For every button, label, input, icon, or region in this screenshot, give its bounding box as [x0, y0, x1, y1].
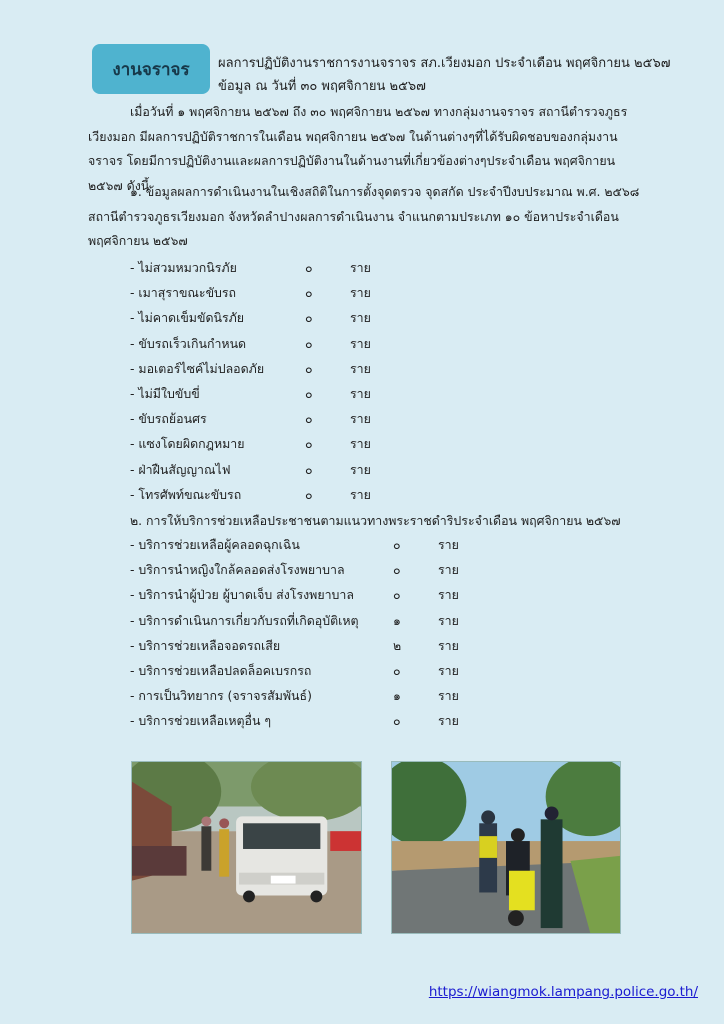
service-photo-image: [392, 762, 620, 933]
offenses-label: - ไม่คาดเข็มขัดนิรภัย: [130, 310, 245, 326]
services-unit: ราย: [438, 713, 459, 729]
services-count: ๑: [393, 688, 401, 704]
offenses-unit: ราย: [350, 411, 371, 427]
intro-text: เมื่อวันที่ ๑ พฤศจิกายน ๒๕๖๗ ถึง ๓๐ พฤศจิกายน ๒๕๖๗ ทางกลุ่มงานจราจร สถานีตำรวจภูธรเวียงมอก มีผลการปฏิบัติราชการในเดือน พฤศจิกายน ๒๕๖๗ ในด้านต่างๆที่ได้รับผิดชอบของกลุ่มงานจราจร โดยมีการปฏิบัติงานและผลการปฏิบัติงานในด้านงานที่เกี่ยวข้องต่างๆประจำเดือน พฤศจิกายน ๒๕๖๗ ดังนี้: [88, 104, 628, 193]
offenses-label: - ไม่มีใบขับขี่: [130, 385, 200, 401]
services-count: ๑: [393, 612, 401, 628]
offenses-count: ๐: [305, 411, 313, 427]
offenses-count: ๐: [305, 436, 313, 452]
offenses-count: ๐: [305, 285, 313, 301]
section1-text: ๑. ข้อมูลผลการดำเนินงานในเชิงสถิติในการตั้งจุดตรวจ จุดสกัด ประจำปีงบประมาณ พ.ศ. ๒๕๖๘ สถานีตำรวจภูธรเวียงมอก จังหวัดลำปางผลการดำเนินงาน จำแนกตามประเภท ๑๐ ข้อหาประจำเดือน พฤศจิกายน ๒๕๖๗: [88, 184, 640, 249]
services-count: ๐: [393, 713, 401, 729]
offenses-count: ๐: [305, 335, 313, 351]
services-label: - บริการนำหญิงใกล้คลอดส่งโรงพยาบาล: [130, 562, 345, 578]
offenses-unit: ราย: [350, 335, 371, 351]
services-unit: ราย: [438, 562, 459, 578]
services-label: - บริการช่วยเหลือเหตุอื่น ๆ: [130, 713, 272, 729]
service-photo: [391, 761, 621, 934]
section1-paragraph: [88, 180, 648, 254]
offenses-unit: ราย: [350, 285, 371, 301]
offenses-unit: ราย: [350, 310, 371, 326]
offenses-label: - มอเตอร์ไซค์ไม่ปลอดภัย: [130, 360, 265, 376]
checkpoint-photo-image: [132, 762, 361, 933]
section-badge: งานจราจร: [92, 44, 210, 94]
offenses-unit: ราย: [350, 436, 371, 452]
services-unit: ราย: [438, 688, 459, 704]
services-label: - บริการดำเนินการเกี่ยวกับรถที่เกิดอุบัติเหตุ: [130, 612, 359, 628]
services-unit: ราย: [438, 537, 459, 552]
offenses-unit: ราย: [350, 260, 371, 275]
offenses-label: - เมาสุราขณะขับรถ: [130, 285, 237, 301]
offenses-count: ๐: [305, 360, 313, 376]
services-label: - บริการช่วยเหลือปลดล็อคเบรกรถ: [130, 662, 312, 678]
offenses-label: - ขับรถย้อนศร: [130, 411, 207, 427]
services-unit: ราย: [438, 637, 459, 653]
offenses-count: ๐: [305, 486, 313, 502]
offenses-unit: ราย: [350, 360, 371, 376]
website-link[interactable]: https://wiangmok.lampang.police.go.th/: [428, 984, 698, 1000]
services-count: ๐: [393, 662, 401, 678]
report-date: ข้อมูล ณ วันที่ ๓๐ พฤศจิกายน ๒๕๖๗: [218, 79, 426, 94]
services-unit: ราย: [438, 612, 459, 628]
report-title: ผลการปฏิบัติงานราชการงานจราจร สภ.เวียงมอก ประจำเดือน พฤศจิกายน ๒๕๖๗: [218, 56, 671, 71]
services-count: ๐: [393, 537, 401, 552]
offenses-count: ๐: [305, 461, 313, 477]
offenses-label: - ไม่สวมหมวกนิรภัย: [130, 260, 237, 275]
services-label: - บริการช่วยเหลือจอดรถเสีย: [130, 637, 281, 653]
section2-heading: ๒. การให้บริการช่วยเหลือประชาชนตามแนวทางพระราชดำริประจำเดือน พฤศจิกายน ๒๕๖๗: [130, 513, 621, 528]
services-unit: ราย: [438, 587, 459, 603]
offenses-label: - ฝ่าฝืนสัญญาณไฟ: [130, 461, 231, 477]
services-count: ๐: [393, 587, 401, 603]
services-label: - การเป็นวิทยากร (จราจรสัมพันธ์): [130, 688, 312, 704]
offenses-count: ๐: [305, 310, 313, 326]
offenses-label: - โทรศัพท์ขณะขับรถ: [130, 486, 242, 502]
offenses-label: - แซงโดยผิดกฎหมาย: [130, 436, 245, 452]
offenses-unit: ราย: [350, 486, 371, 502]
offenses-count: ๐: [305, 260, 313, 275]
services-count: ๐: [393, 562, 401, 578]
checkpoint-photo: [131, 761, 362, 934]
offenses-label: - ขับรถเร็วเกินกำหนด: [130, 335, 247, 351]
offenses-unit: ราย: [350, 385, 371, 401]
services-label: - บริการช่วยเหลือผู้คลอดฉุกเฉิน: [130, 537, 300, 552]
offenses-unit: ราย: [350, 461, 371, 477]
services-count: ๒: [393, 637, 402, 653]
services-unit: ราย: [438, 662, 459, 678]
offenses-count: ๐: [305, 385, 313, 401]
services-label: - บริการนำผู้ป่วย ผู้บาดเจ็บ ส่งโรงพยาบาล: [130, 587, 354, 603]
